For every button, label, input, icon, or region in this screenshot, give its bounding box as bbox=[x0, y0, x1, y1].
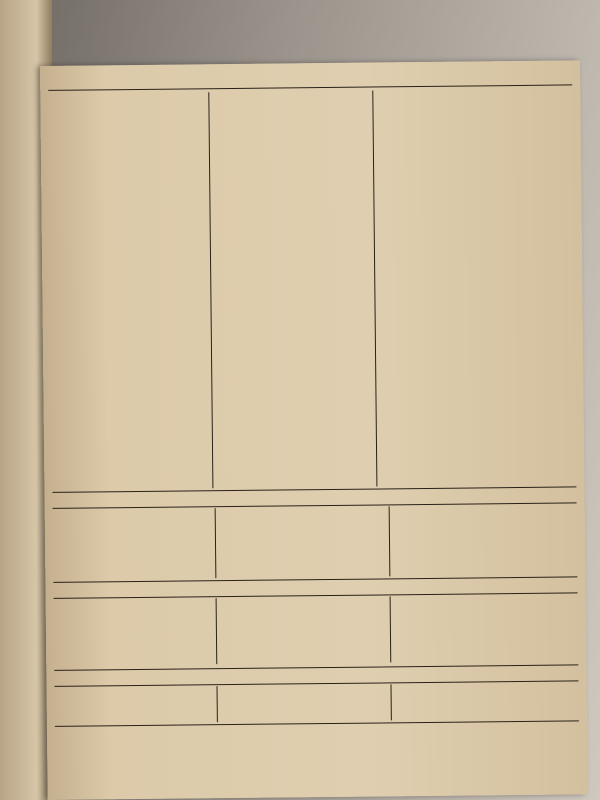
list-item bbox=[220, 474, 380, 488]
parish-column-1 bbox=[50, 104, 214, 502]
section-16-column-2 bbox=[221, 508, 386, 510]
parish-column-3 bbox=[378, 94, 572, 480]
parish-column-2 bbox=[216, 102, 380, 488]
column-divider bbox=[215, 508, 217, 578]
section-16-column-1 bbox=[55, 510, 220, 512]
column-divider bbox=[217, 686, 218, 722]
section-14-column-1 bbox=[56, 602, 221, 604]
section-16-column-3 bbox=[395, 506, 575, 508]
column-divider bbox=[389, 506, 391, 576]
bill-of-mortality-page bbox=[40, 60, 588, 800]
column-divider bbox=[390, 596, 392, 662]
section-14-column-3 bbox=[396, 598, 576, 600]
section-14-column-2 bbox=[222, 600, 387, 602]
section-5-column-2 bbox=[223, 690, 388, 692]
list-item bbox=[382, 466, 572, 480]
list-item bbox=[397, 698, 577, 711]
section-5-column-3 bbox=[397, 686, 577, 711]
column-divider bbox=[390, 684, 391, 720]
section-5-column-1 bbox=[57, 692, 222, 694]
column-divider bbox=[216, 598, 218, 664]
